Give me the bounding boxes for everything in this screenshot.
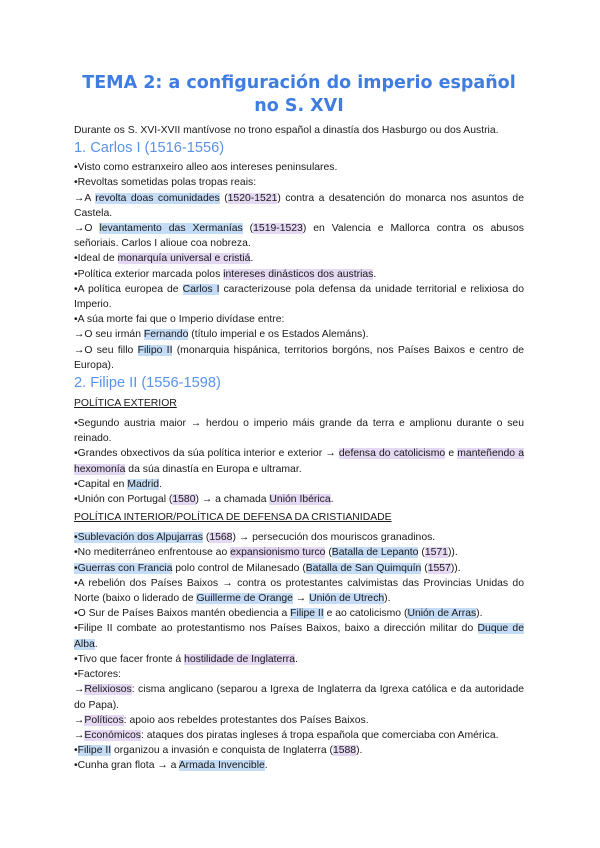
highlight-blue: Guillerme de Orange (196, 593, 293, 605)
subheading-politica-exterior: POLÍTICA EXTERIOR (74, 398, 177, 410)
text-run: e ao catolicismo ( (323, 608, 408, 620)
intro-paragraph: Durante os S. XVI-XVII mantívose no trono español a dinastía dos Hasburgo ou dos Austria. (74, 125, 499, 136)
text-run: ( (242, 223, 254, 235)
text-run: → (74, 684, 85, 696)
highlight-blue: levantamento das Xermanías (99, 223, 243, 235)
title-line-1: TEMA 2: a configuración do imperio español (82, 73, 516, 93)
list-item (74, 251, 524, 266)
highlight-blue: Unión de Utrech (309, 593, 385, 605)
text-run: ( (219, 192, 228, 204)
highlight-purple: 1568 (209, 532, 233, 544)
text-run: ) contra a desatención do monarca nos asuntos de Castela. (74, 192, 524, 219)
text-run: •A política europea de (74, 283, 183, 295)
highlight-blue: Carlos I (182, 283, 220, 295)
list-item (74, 530, 524, 545)
highlight-purple: Políticos (84, 714, 124, 726)
highlight-purple: intereses dinásticos dos austrias (223, 268, 374, 280)
text-run: . (295, 653, 298, 665)
highlight-purple: monarquía universal e cristiá (117, 253, 251, 265)
text-run: → (74, 729, 85, 741)
highlight-purple: 1519-1523 (253, 223, 303, 235)
list-item (74, 713, 524, 728)
text-run: •A rebelión dos Países Baixos → contra os protestantes calvimistas das Provincias Unidas do Norte (baixo o liderado de (74, 577, 524, 605)
highlight-blue: revolta doas comunidades (95, 192, 220, 204)
highlight-blue: Filipe II (77, 745, 112, 757)
highlight-blue: •Sublevación dos Alpujarras (74, 532, 203, 544)
text-run: ). (476, 608, 483, 620)
text-run: caracterizouse pola defensa da unidade territorial e relixiosa do Imperio. (74, 283, 524, 311)
text-run: : ataques dos piratas ingleses á tropa española que comerciaba con América. (141, 729, 499, 741)
list-item (74, 477, 524, 492)
highlight-purple: 1571 (424, 547, 448, 559)
list-item (74, 758, 524, 773)
highlight-purple: Unión Ibérica (269, 494, 331, 506)
list-item (74, 343, 524, 373)
text-run: •No mediterráneo enfrentouse ao (74, 547, 231, 559)
text-run: )). (450, 562, 461, 574)
list-item (74, 221, 524, 251)
text-run: •Ideal de (74, 253, 118, 265)
text-run: →O (74, 223, 100, 235)
text-run: ) → a chamada (195, 494, 270, 506)
highlight-blue: Filipe II (290, 608, 324, 620)
text-run: organizou a invasión e conquista de Inglaterra ( (111, 745, 333, 757)
subheading-politica-interior: POLÍTICA INTERIOR/POLÍTICA DE DEFENSA DA CRISTIANIDADE (74, 512, 392, 524)
text-run: •O Sur de Países Baixos mantén obediencia a (74, 608, 291, 620)
list-item (74, 282, 524, 312)
highlight-purple: hostilidade de Inglaterra (184, 653, 296, 665)
highlight-purple: 1520-1521 (227, 192, 278, 204)
text-run: ) en Valencia e Mallorca contra os abusos señoriais. Carlos I alioue coa nobreza. (74, 223, 524, 250)
highlight-purple: 1580 (172, 494, 196, 506)
highlight-blue: Unión de Arras (407, 608, 477, 620)
section-heading-filipe-ii: 2. Filipe II (1556-1598) (74, 375, 221, 392)
list-item (74, 492, 524, 507)
text-run: : apoio aos rebeldes protestantes dos Países Baixos. (123, 714, 369, 726)
highlight-purple: Relixiosos (84, 684, 132, 696)
text-run: ) → persecución dos mouriscos granadinos. (232, 532, 436, 544)
text-run: •Unión con Portugal ( (74, 494, 173, 506)
list-item (74, 191, 524, 221)
text-run: •Política exterior marcada polos (74, 268, 224, 280)
list-item (74, 682, 524, 712)
text-run: →A (74, 192, 96, 204)
text-run: . (159, 478, 162, 490)
highlight-blue: Batalla de Lepanto (331, 547, 419, 559)
text-run: da súa dinastía en Europa e ultramar. (125, 463, 302, 475)
text-run: . (330, 494, 334, 506)
list-item: •A súa morte fai que o Imperio divídase entre: (74, 314, 285, 326)
text-run: . (94, 638, 98, 650)
list-item (74, 267, 524, 282)
text-run: e (445, 448, 458, 460)
list-item (74, 561, 524, 576)
text-run: )). (447, 547, 458, 559)
list-item (74, 606, 524, 621)
section-heading-carlos-i: 1. Carlos I (1516-1556) (74, 140, 225, 157)
text-run: •Grandes obxectivos da súa política interior e exterior → (74, 448, 339, 460)
highlight-blue: Duque de Alba (74, 623, 524, 650)
list-item (74, 446, 524, 476)
highlight-purple: expansionismo turco (230, 547, 326, 559)
highlight-purple: Económicos (84, 729, 141, 741)
text-run: ( (202, 532, 210, 544)
highlight-blue: Batalla de San Quimquín (305, 562, 422, 574)
text-run: •Capital en (74, 478, 128, 490)
highlight-purple: 1588 (332, 745, 357, 757)
list-item (74, 576, 524, 606)
text-run: → (74, 714, 85, 726)
title-line-2: no S. XVI (254, 96, 344, 116)
text-run: (título imperial e os Estados Alemáns). (188, 329, 369, 341)
text-run: •Cunha gran flota → a (74, 760, 179, 772)
text-run: •Filipe II combate ao protestantismo nos Países Baixos, baixo a dirección militar do (74, 623, 478, 635)
list-item (74, 743, 524, 758)
highlight-blue: Madrid (127, 478, 160, 490)
text-run: ). (384, 593, 391, 605)
text-run: polo control de Milanesado ( (172, 562, 306, 574)
highlight-purple: defensa do catolicismo (338, 448, 446, 460)
text-run: →O seu irmán (74, 329, 144, 341)
list-item: •Segundo austria maior → herdou o imperio máis grande da terra e amplionu durante o seu reinado. (74, 418, 524, 445)
list-item: •Revoltas sometidas polas tropas reais: (74, 177, 257, 189)
text-run: . (250, 253, 254, 265)
text-run: ( (325, 547, 332, 559)
list-item: •Factores: (74, 669, 121, 681)
text-run: →O seu fillo (74, 344, 138, 356)
text-run: . (373, 268, 377, 280)
page-title (74, 72, 524, 118)
text-run: (monarquia hispánica, territorios borgóns, nos Países Baixos e centro de Europa). (74, 344, 524, 371)
highlight-purple: 1557 (427, 562, 451, 574)
text-run: ). (356, 745, 363, 757)
highlight-blue: Filipo II (137, 344, 173, 356)
list-item: •Visto como estranxeiro alleo aos intereses peninsulares. (74, 162, 338, 174)
text-run: • (74, 745, 78, 757)
text-run: . (264, 760, 268, 772)
list-item (74, 327, 524, 342)
text-run: •Tivo que facer fronte á (74, 653, 185, 665)
highlight-blue: Fernando (143, 329, 189, 341)
list-item (74, 652, 524, 667)
text-run: : cisma anglicano (separou a Igrexa de Inglaterra da Igrexa católica e da autoridade do Papa). (74, 684, 524, 711)
highlight-purple: manteñendo a hexomonía (74, 448, 524, 475)
list-item (74, 621, 524, 651)
list-item (74, 728, 524, 743)
highlight-blue: Armada Invencible (178, 760, 265, 772)
highlight-blue: •Guerras con Francia (74, 562, 173, 574)
list-item (74, 545, 524, 560)
text-run: ( (418, 547, 425, 559)
text-run: ( (421, 562, 428, 574)
text-run: → (292, 593, 310, 605)
